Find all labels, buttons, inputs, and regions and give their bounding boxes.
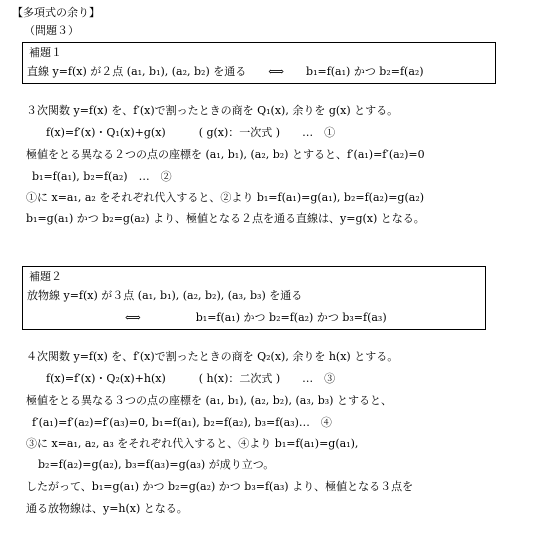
part2-line-8: 通る放物線は、y=h(x) となる。	[26, 502, 188, 515]
page-title: 【多項式の余り】	[12, 6, 100, 19]
part1-line-3: 極値をとる異なる２つの点の座標を (a₁, b₁), (a₂, b₂) とすると、f′(a₁)=f′(a₂)=0	[26, 148, 425, 161]
part2-line-3: 極値をとる異なる３つの点の座標を (a₁, b₁), (a₂, b₂), (a₃, b₃) とすると、	[26, 394, 392, 407]
part2-line-1: ４次関数 y=f(x) を、f′(x)で割ったときの商を Q₂(x), 余りを h(x) とする。	[26, 350, 399, 363]
lemma1-statement: 直線 y=f(x) が２点 (a₁, b₁), (a₂, b₂) を通る ⟺ b₁=f(a₁) かつ b₂=f(a₂)	[27, 65, 424, 78]
part1-line-1: ３次関数 y=f(x) を、f′(x)で割ったときの商を Q₁(x), 余りを g(x) とする。	[26, 104, 399, 117]
part2-line-2: f(x)=f′(x)・Q₂(x)+h(x) ( h(x)：二次式 ) … ③	[46, 372, 336, 385]
lemma2-statement-2: ⟺ b₁=f(a₁) かつ b₂=f(a₂) かつ b₃=f(a₃)	[125, 311, 387, 324]
lemma1-box	[22, 42, 496, 84]
lemma2-statement-1: 放物線 y=f(x) が３点 (a₁, b₁), (a₂, b₂), (a₃, b₃) を通る	[27, 289, 303, 302]
problem-label: （問題３）	[24, 24, 79, 37]
part2-line-5: ③に x=a₁, a₂, a₃ をそれぞれ代入すると、④より b₁=f(a₁)=g(a₁),	[26, 437, 359, 450]
part1-line-2: f(x)=f′(x)・Q₁(x)+g(x) ( g(x)：一次式 ) … ①	[46, 126, 336, 139]
part1-line-4: b₁=f(a₁), b₂=f(a₂) … ②	[32, 170, 172, 183]
lemma2-box	[22, 266, 486, 330]
part1-line-6: b₁=g(a₁) かつ b₂=g(a₂) より、極値となる２点を通る直線は、y=g(x) となる。	[26, 212, 425, 225]
part1-line-5: ①に x=a₁, a₂ をそれぞれ代入すると、②より b₁=f(a₁)=g(a₁), b₂=f(a₂)=g(a₂)	[26, 191, 425, 204]
lemma2-heading: 補題２	[29, 270, 62, 283]
lemma1-heading: 補題１	[29, 46, 62, 59]
part2-line-4: f′(a₁)=f′(a₂)=f′(a₃)=0, b₁=f(a₁), b₂=f(a₂), b₃=f(a₃)… ④	[32, 416, 332, 429]
part2-line-6: b₂=f(a₂)=g(a₂), b₃=f(a₃)=g(a₃) が成り立つ。	[38, 458, 275, 471]
part2-line-7: したがって、b₁=g(a₁) かつ b₂=g(a₂) かつ b₃=f(a₃) より、極値となる３点を	[26, 480, 414, 493]
